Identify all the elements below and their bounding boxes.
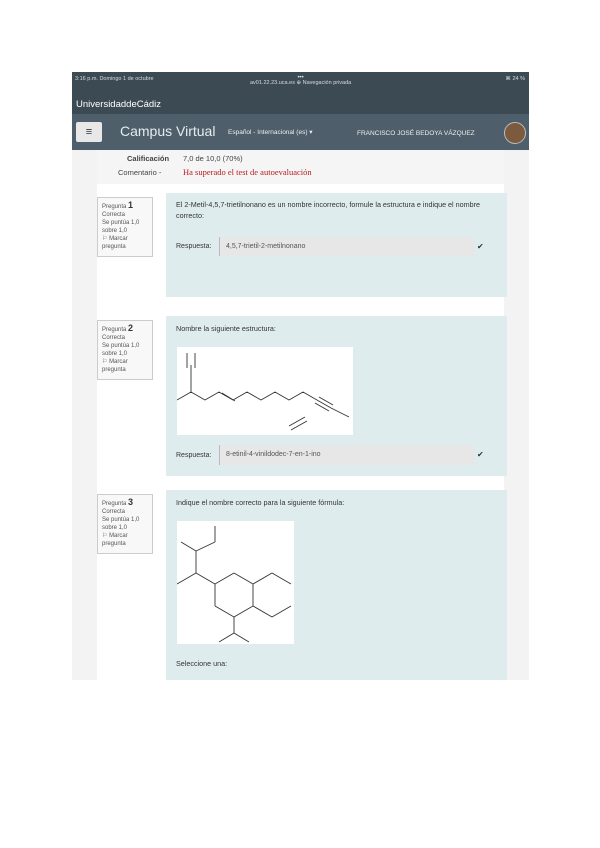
status-battery: ⌘ 24 % [505,76,525,82]
quiz-review-panel [97,150,504,680]
answer-field-1[interactable]: 4,5,7-trietil-2-metilnonano [219,237,474,256]
status-time-date: 3:16 p.m. Domingo 1 de octubre [75,76,154,82]
tab-dots-icon: ••• [297,75,304,81]
flag-icon: ⚐ [102,359,108,365]
grade-summary [97,150,504,184]
device-status-bar [72,72,529,94]
question-state-2: Correcta [102,335,126,341]
question-content-1 [166,193,507,297]
comment-value: Ha superado el test de autoevaluación [183,167,312,177]
select-label-3: Seleccione una: [176,659,228,668]
question-state-3: Correcta [102,509,126,515]
question-state-1: Correcta [102,212,126,218]
molecule-structure-image [177,347,353,435]
question-text-1: El 2-Metil-4,5,7-trietilnonano es un nombre incorrecto, formule la estructura e indique el nombre correcto: [176,200,481,220]
flag-question-2[interactable]: ⚐ Marcar pregunta [102,359,128,373]
status-url [250,76,351,86]
question-info-3 [97,494,153,554]
question-score-3: Se puntúa 1,0 sobre 1,0 [102,517,140,531]
flag-icon: ⚐ [102,533,108,539]
flag-question-3[interactable]: ⚐ Marcar pregunta [102,533,128,547]
grade-label: Calificación [127,154,170,163]
top-navbar [72,114,529,150]
screenshot-frame [72,72,529,680]
avatar[interactable] [504,122,526,144]
language-selector[interactable]: Español - Internacional (es) ▾ [228,129,313,136]
comment-label: Comentario - [118,168,162,177]
formula-structure-image [177,521,294,644]
url-text[interactable]: av01.22.23.uca.es ⊕ Navegación privada [250,80,352,86]
question-number-3: Pregunta 3 [102,497,134,507]
university-bar [72,94,529,114]
correct-check-icon: ✔ [477,242,484,251]
answer-label-2: Respuesta: [176,452,212,459]
answer-field-2[interactable]: 8-etinil-4-vinildodec-7-en-1-ino [219,445,474,465]
hamburger-icon: ≡ [85,126,93,138]
question-score-1: Se puntúa 1,0 sobre 1,0 [102,220,140,234]
question-info-2 [97,320,153,380]
answer-label-1: Respuesta: [176,243,212,250]
correct-check-icon: ✔ [477,450,484,459]
question-text-2: Nombre la siguiente estructura: [176,324,276,333]
question-text-3: Indique el nombre correcto para la siguiente fórmula: [176,498,345,507]
flag-icon: ⚐ [102,236,108,242]
question-content-3 [166,490,507,680]
menu-button[interactable] [76,122,102,142]
question-score-2: Se puntúa 1,0 sobre 1,0 [102,343,140,357]
flag-question-1[interactable]: ⚐ Marcar pregunta [102,236,128,250]
question-content-2 [166,316,507,476]
question-number-2: Pregunta 2 [102,323,134,333]
user-name[interactable]: FRANCISCO JOSÉ BEDOYA VÁZQUEZ [357,130,475,137]
grade-value: 7,0 de 10,0 (70%) [183,154,243,163]
site-brand[interactable]: Campus Virtual [120,123,216,139]
question-number-1: Pregunta 1 [102,200,134,210]
question-info-1 [97,197,153,257]
university-logo-text[interactable]: UniversidaddeCádiz [76,99,162,110]
